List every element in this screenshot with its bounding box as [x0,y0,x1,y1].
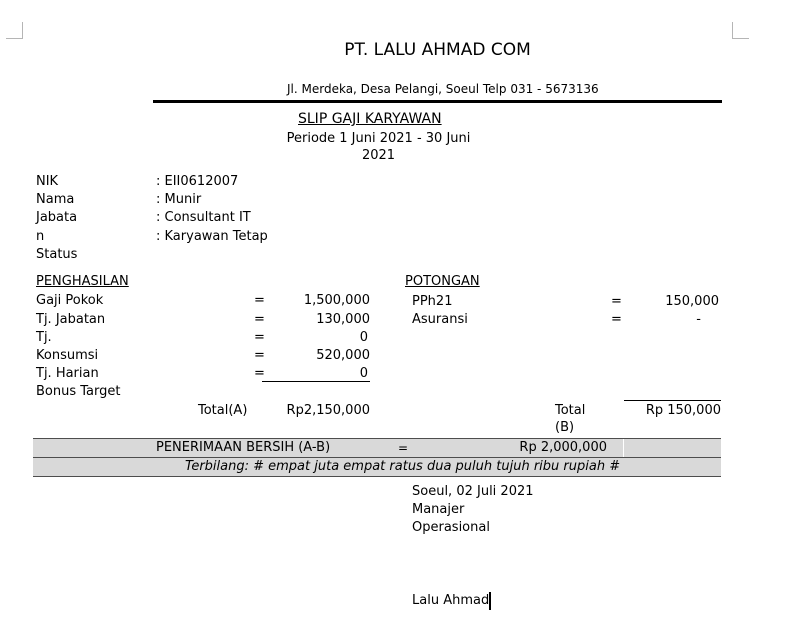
income-eq: = [254,348,265,363]
net-eq: = [398,441,409,455]
income-eq: = [254,330,265,345]
income-eq: = [254,366,265,381]
deduction-total-value: Rp 150,000 [645,403,721,418]
income-total-value: Rp2,150,000 [286,403,370,418]
income-label-tj-harian: Tj. Harian [36,366,99,381]
header-rule [153,100,722,103]
deduction-eq: = [611,312,622,327]
corner-mark-left [6,22,23,39]
deduction-total-rule [624,400,721,401]
company-name: PT. LALU AHMAD COM [344,40,531,60]
income-label-tj: Tj. [36,330,52,345]
income-eq: = [254,293,265,308]
slip-period-line1: Periode 1 Juni 2021 - 30 Juni [286,131,471,146]
employee-name: : Munir [156,192,202,207]
employee-position: : Consultant IT [156,210,251,225]
employee-status: : Karyawan Tetap [156,229,268,244]
employee-label-nama: Nama [36,192,75,207]
income-label-konsumsi: Konsumsi [36,348,99,363]
net-row-divider [623,439,624,457]
text-cursor [489,592,491,610]
employee-label-nik: NIK [36,174,59,189]
signature-role-line1: Manajer [412,502,465,517]
deduction-total-label: Total [555,403,586,418]
employee-label-jabatan: Jabata [36,210,78,225]
net-value: Rp 2,000,000 [519,440,607,455]
income-value-konsumsi: 520,000 [316,348,370,363]
income-sum-rule [262,381,370,382]
income-value-tj-jabatan: 130,000 [316,312,370,327]
signature-place-date: Soeul, 02 Juli 2021 [412,484,534,499]
spelled-amount: Terbilang: # empat juta empat ratus dua puluh tujuh ribu rupiah # [185,459,621,474]
deduction-heading: POTONGAN [405,274,480,289]
deduction-label-asuransi: Asuransi [412,312,468,327]
employee-label-status: Status [36,247,78,262]
income-value-tj: 0 [359,330,368,345]
income-label-bonus-target: Bonus Target [36,384,121,399]
net-row [33,438,721,458]
deduction-value-asuransi: - [696,312,701,327]
deduction-value-pph21: 150,000 [665,294,719,309]
employee-nik: : EII0612007 [156,174,239,189]
income-heading: PENGHASILAN [36,274,129,289]
signature-role-line2: Operasional [412,520,490,535]
company-address: Jl. Merdeka, Desa Pelangi, Soeul Telp 031 - 5673136 [287,82,599,96]
deduction-eq: = [611,294,622,309]
income-label-gaji-pokok: Gaji Pokok [36,293,104,308]
slip-title: SLIP GAJI KARYAWAN [298,111,442,127]
income-value-gaji-pokok: 1,500,000 [303,293,370,308]
income-value-tj-harian: 0 [359,366,368,381]
income-total-label: Total(A) [198,403,248,418]
signature-name: Lalu Ahmad [412,593,490,608]
deduction-label-pph21: PPh21 [412,294,453,309]
corner-mark-right [732,22,749,39]
net-label: PENERIMAAN BERSIH (A-B) [156,440,331,455]
income-eq: = [254,312,265,327]
deduction-total-label-b: (B) [555,420,575,435]
income-label-tj-jabatan: Tj. Jabatan [36,312,106,327]
employee-label-jabatan-cont: n [36,229,45,244]
slip-period-line2: 2021 [361,148,396,163]
